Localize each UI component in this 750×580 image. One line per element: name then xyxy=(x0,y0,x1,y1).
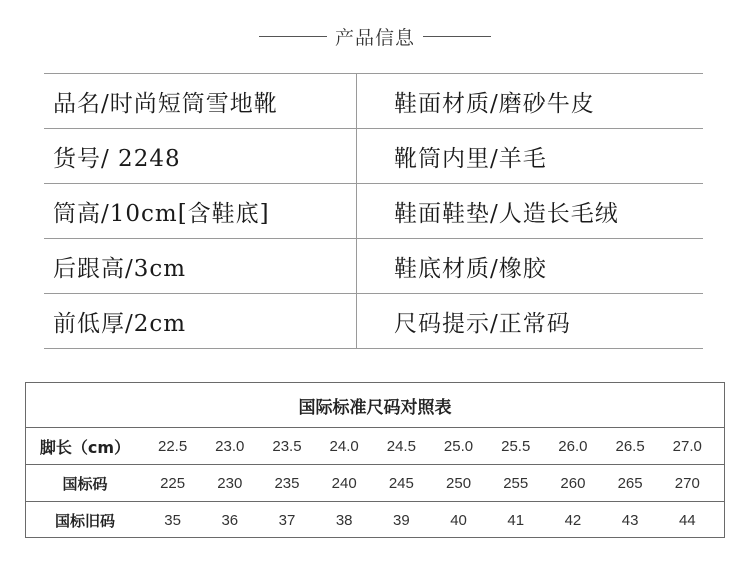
info-cell-lining: 靴筒内里/羊毛 xyxy=(357,129,704,184)
size-row-label: 脚长（cm） xyxy=(39,437,131,457)
size-cell: 41 xyxy=(507,512,525,529)
info-cell-heel-height: 后跟高/3cm xyxy=(44,239,357,294)
size-row-cn-old-size xyxy=(26,502,724,539)
size-cell: 42 xyxy=(564,512,582,529)
size-cell: 37 xyxy=(278,512,296,529)
size-cell: 23.5 xyxy=(272,437,302,455)
size-cell: 40 xyxy=(450,512,467,529)
size-chart xyxy=(25,382,725,538)
info-row xyxy=(44,294,703,349)
info-row xyxy=(44,74,703,129)
size-row-label: 国标码 xyxy=(62,474,108,493)
size-cell: 26.5 xyxy=(615,437,645,455)
size-cell: 35 xyxy=(164,512,181,529)
header-line-left xyxy=(259,36,327,37)
size-cell: 225 xyxy=(160,474,186,492)
section-title: 产品信息 xyxy=(334,26,415,49)
size-cell: 240 xyxy=(331,474,357,492)
info-cell-sku: 货号/ 2248 xyxy=(44,129,357,184)
size-cell: 260 xyxy=(560,474,586,492)
size-row-foot-length xyxy=(26,428,724,465)
info-cell-size-tip: 尺码提示/正常码 xyxy=(357,294,704,349)
size-row-values xyxy=(144,438,724,455)
size-cell: 22.5 xyxy=(157,437,188,455)
info-cell-shaft-height: 筒高/10cm[含鞋底] xyxy=(44,184,357,239)
size-cell: 25.0 xyxy=(443,437,474,455)
size-cell: 250 xyxy=(446,474,472,492)
size-cell: 25.5 xyxy=(501,437,531,455)
size-cell: 26.0 xyxy=(558,437,588,455)
size-cell: 245 xyxy=(388,474,414,492)
size-cell: 44 xyxy=(678,512,696,529)
size-row-label: 国标旧码 xyxy=(54,512,115,530)
info-row xyxy=(44,239,703,294)
size-cell: 270 xyxy=(674,474,700,492)
info-cell-name: 品名/时尚短筒雪地靴 xyxy=(44,74,357,129)
size-cell: 39 xyxy=(393,512,410,529)
size-cell: 36 xyxy=(221,512,239,529)
info-cell-upper-material: 鞋面材质/磨砂牛皮 xyxy=(357,74,704,129)
size-cell: 265 xyxy=(617,474,643,492)
header-line-right xyxy=(423,36,491,37)
info-cell-forefoot-thickness: 前低厚/2cm xyxy=(44,294,357,349)
info-row xyxy=(44,129,703,184)
size-cell: 23.0 xyxy=(215,437,245,455)
product-info-table xyxy=(44,73,703,349)
size-chart-title: 国际标准尺码对照表 xyxy=(26,383,724,428)
size-cell: 43 xyxy=(621,512,639,529)
size-cell: 27.0 xyxy=(672,437,702,455)
size-row-values xyxy=(144,512,724,529)
size-cell: 235 xyxy=(274,474,300,492)
size-cell: 230 xyxy=(217,474,243,492)
size-row-values xyxy=(144,475,724,492)
size-cell: 24.5 xyxy=(386,437,416,455)
info-cell-sole-material: 鞋底材质/橡胶 xyxy=(357,239,704,294)
size-cell: 38 xyxy=(335,512,353,529)
info-row xyxy=(44,184,703,239)
size-row-cn-size xyxy=(26,465,724,502)
size-cell: 255 xyxy=(503,474,529,492)
section-header xyxy=(0,18,750,54)
size-cell: 24.0 xyxy=(329,437,359,455)
info-cell-insole: 鞋面鞋垫/人造长毛绒 xyxy=(357,184,704,239)
